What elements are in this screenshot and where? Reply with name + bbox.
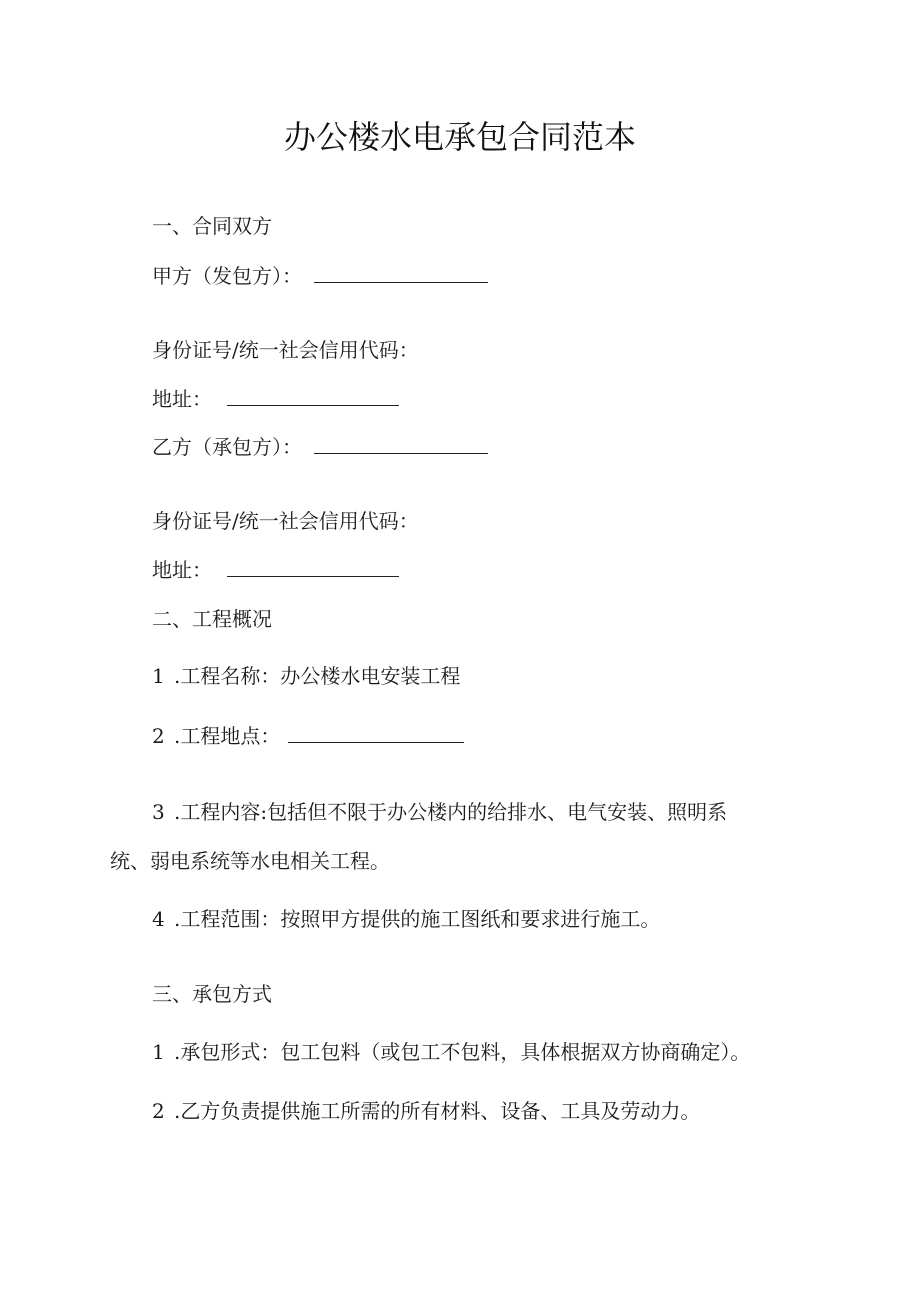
- item-text: .工程名称：办公楼水电安装工程: [174, 664, 461, 688]
- item-text: .承包形式：包工包料（或包工不包料，具体根据双方协商确定）。: [174, 1040, 751, 1064]
- party-a-blank[interactable]: [314, 262, 488, 283]
- item-number: 2: [152, 1099, 165, 1123]
- list-item-continuation: 统、弱电系统等水电相关工程。: [110, 849, 390, 873]
- party-a-id-label: 身份证号/统一社会信用代码：: [152, 338, 419, 362]
- party-a-address-line: [152, 385, 399, 413]
- item-text: .工程地点：: [174, 724, 281, 748]
- party-a-label: 甲方（发包方）：: [152, 264, 302, 288]
- list-item: [152, 1038, 750, 1066]
- party-b-line: [152, 433, 488, 461]
- item-text: .工程范围：按照甲方提供的施工图纸和要求进行施工。: [174, 907, 661, 931]
- item-number: 2: [152, 724, 165, 748]
- item-number: 4: [152, 907, 165, 931]
- party-a-address-label: 地址：: [152, 387, 212, 411]
- party-b-address-blank[interactable]: [227, 556, 399, 577]
- list-item: [152, 798, 727, 826]
- item-text: .乙方负责提供施工所需的所有材料、设备、工具及劳动力。: [174, 1099, 701, 1123]
- party-b-blank[interactable]: [314, 433, 488, 454]
- item-number: 3: [152, 800, 165, 824]
- project-location-blank[interactable]: [288, 722, 464, 743]
- item-number: 1: [152, 1040, 165, 1064]
- list-item: [152, 722, 464, 750]
- list-item: [152, 905, 660, 933]
- item-text: .工程内容:包括但不限于办公楼内的给排水、电气安装、照明系: [174, 800, 728, 824]
- list-item: [152, 1097, 700, 1125]
- party-b-address-line: [152, 556, 399, 584]
- document-title: 办公楼水电承包合同范本: [283, 118, 636, 156]
- list-item: [152, 662, 460, 690]
- party-b-address-label: 地址：: [152, 558, 212, 582]
- party-b-id-label: 身份证号/统一社会信用代码：: [152, 509, 419, 533]
- section-1-heading: 一、合同双方: [152, 214, 272, 238]
- item-number: 1: [152, 664, 165, 688]
- party-a-address-blank[interactable]: [227, 385, 399, 406]
- party-a-line: [152, 262, 488, 290]
- section-3-heading: 三、承包方式: [152, 982, 272, 1006]
- section-2-heading: 二、工程概况: [152, 607, 272, 631]
- party-b-label: 乙方（承包方）：: [152, 435, 302, 459]
